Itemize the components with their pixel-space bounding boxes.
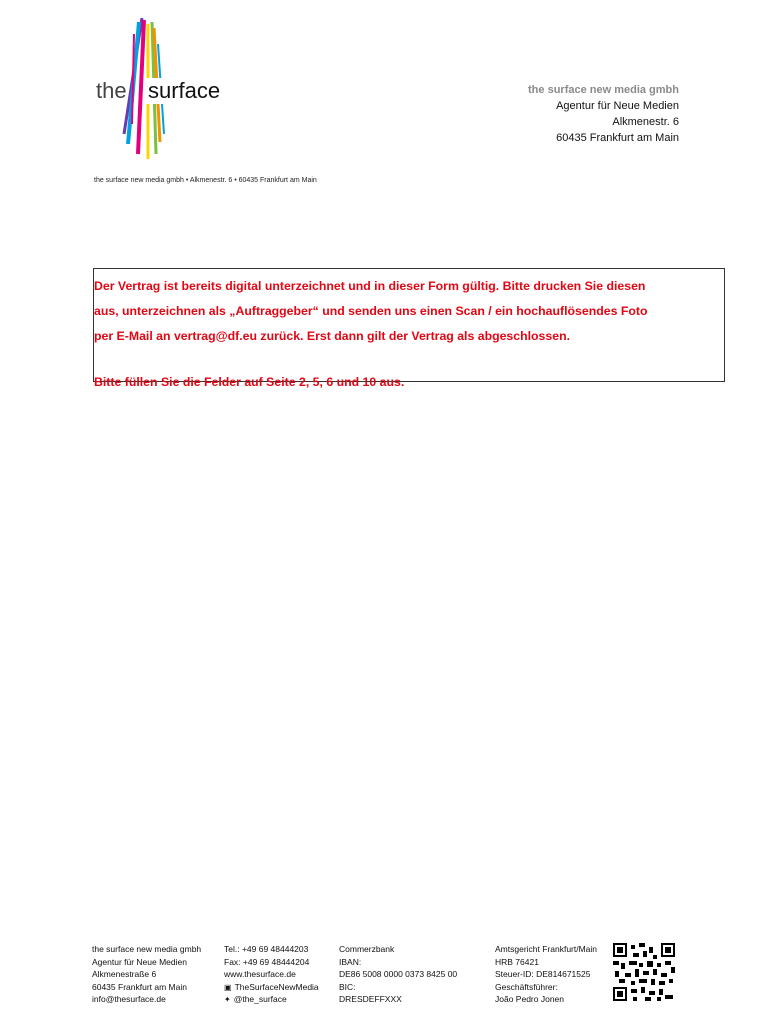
notice-line-4: Bitte füllen Sie die Felder auf Seite 2, 5, 6 und 10 aus. <box>94 375 405 389</box>
sender-address <box>379 82 679 146</box>
return-address-line: the surface new media gmbh • Alkmenestr. 6 • 60435 Frankfurt am Main <box>94 177 317 184</box>
footer-facebook-link[interactable] <box>224 981 319 994</box>
footer-fax: Fax: +49 69 48444204 <box>224 956 310 967</box>
footer-company-name: the surface new media gmbh <box>92 944 202 954</box>
footer-contact-column <box>224 943 319 1006</box>
footer-bank-column <box>339 943 457 1006</box>
footer-website-link[interactable]: www.thesurface.de <box>224 969 296 980</box>
sender-line-3: Alkmenestr. 6 <box>612 116 679 128</box>
footer-company-column <box>92 943 201 1006</box>
footer-bic-label: BIC: <box>339 981 356 992</box>
sender-line-4: 60435 Frankfurt am Main <box>556 132 679 144</box>
notice-line-3: per E-Mail an vertrag@df.eu zurück. Erst dann gilt der Vertrag als abgeschlossen. <box>94 329 570 343</box>
logo-text-surface: surface <box>148 78 221 103</box>
sender-company: the surface new media gmbh <box>528 84 679 96</box>
company-logo <box>94 14 234 164</box>
footer-hrb: HRB 76421 <box>495 956 539 967</box>
footer-tax-id: Steuer-ID: DE814671525 <box>495 969 591 980</box>
footer-company-tagline: Agentur für Neue Medien <box>92 956 187 967</box>
footer-twitter-label: @the_surface <box>233 994 287 1005</box>
footer-tel: Tel.: +49 69 48444203 <box>224 944 309 954</box>
footer-legal-column <box>495 943 597 1006</box>
footer-street: Alkmenestraße 6 <box>92 969 157 980</box>
logo-text-the: the <box>96 78 127 103</box>
footer-iban-label: IBAN: <box>339 956 362 967</box>
notice-box <box>93 268 725 389</box>
footer-ceo-label: Geschäftsführer: <box>495 981 558 992</box>
footer-bic-value: DRESDEFFXXX <box>339 994 402 1005</box>
facebook-icon: ▣ <box>224 982 232 992</box>
footer-email-link[interactable]: info@thesurface.de <box>92 994 166 1005</box>
footer-court: Amtsgericht Frankfurt/Main <box>495 944 598 954</box>
footer-city: 60435 Frankfurt am Main <box>92 981 187 992</box>
footer-iban-value: DE86 5008 0000 0373 8425 00 <box>339 969 458 980</box>
footer-ceo-name: João Pedro Jonen <box>495 994 564 1005</box>
footer-bank-name: Commerzbank <box>339 944 395 954</box>
qr-code <box>613 943 675 1001</box>
footer-facebook-label: TheSurfaceNewMedia <box>234 981 319 992</box>
twitter-icon: ✦ <box>224 995 231 1005</box>
sender-line-2: Agentur für Neue Medien <box>556 100 679 112</box>
notice-line-2: aus, unterzeichnen als „Auftraggeber“ und senden uns einen Scan / ein hochauflösendes Foto <box>94 304 648 318</box>
notice-line-1: Der Vertrag ist bereits digital unterzeichnet und in dieser Form gültig. Bitte drucken Sie diesen <box>94 279 646 293</box>
footer-twitter-link[interactable] <box>224 993 319 1006</box>
